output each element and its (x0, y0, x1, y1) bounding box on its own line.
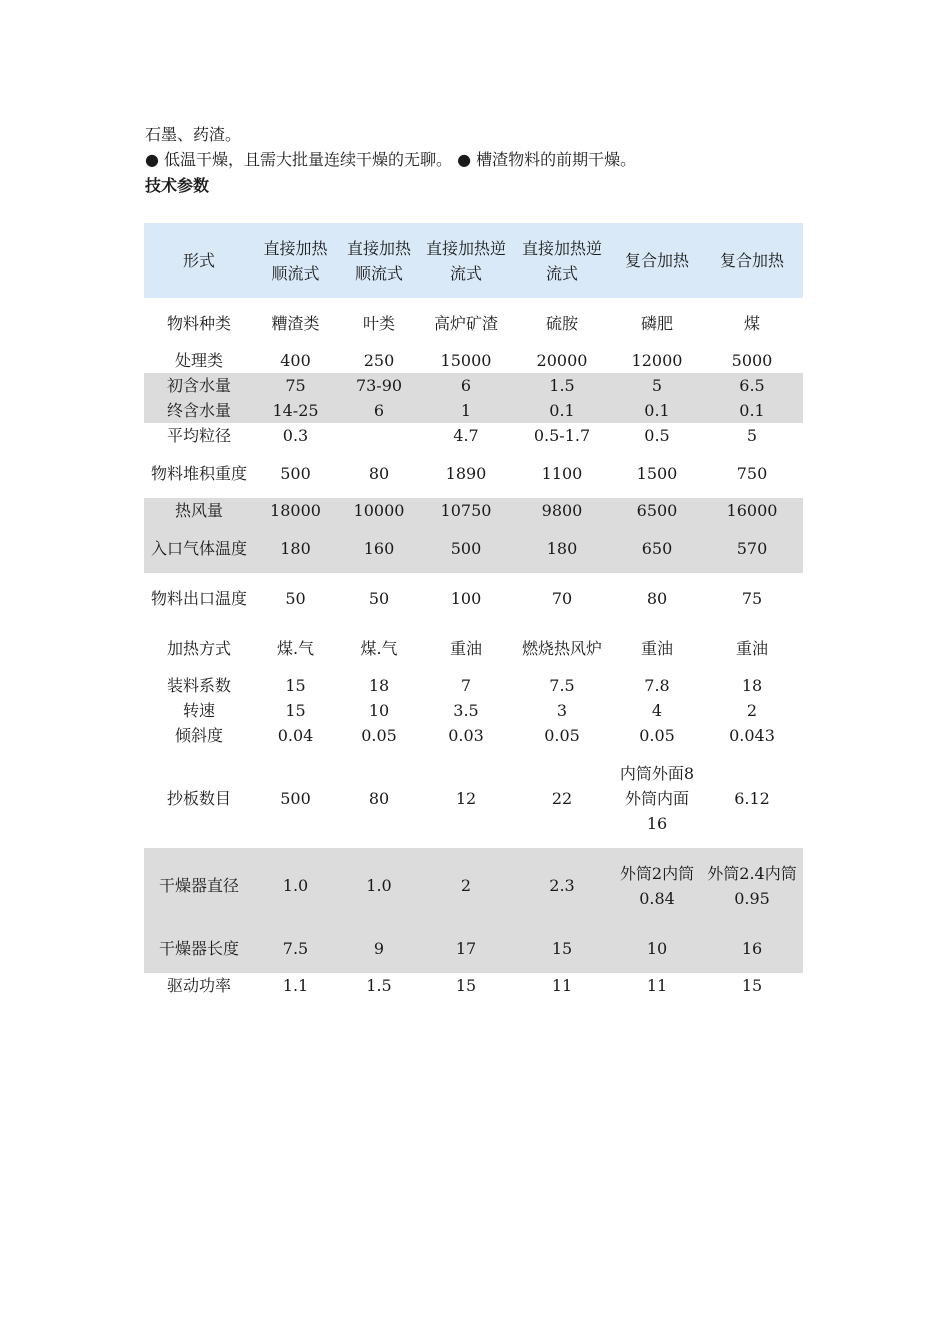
table-cell: 4 (651, 701, 663, 720)
table-row (144, 973, 803, 998)
table-row (144, 623, 803, 673)
table-cell: 650 (613, 523, 701, 573)
table-cell: 外筒2内筒0.84 (613, 848, 701, 923)
table-cell: 燃烧热风炉 (521, 638, 602, 658)
row-label: 终含水量 (144, 398, 254, 423)
row-label: 装料系数 (166, 676, 231, 695)
table-cell: 180 (511, 523, 613, 573)
table-cell: 6500 (613, 498, 701, 523)
table-cell: 15 (285, 701, 306, 720)
table-cell: 10000 (337, 498, 421, 523)
table-cell: 15 (455, 976, 477, 995)
table-cell: 0.5-1.7 (533, 426, 591, 445)
header-cell: 形式 (144, 223, 254, 298)
header-cell: 直接加热逆流式 (511, 223, 613, 298)
table-cell: 500 (280, 463, 311, 483)
table-row (144, 523, 803, 573)
table-cell: 1 (421, 398, 511, 423)
row-label: 物料堆积重度 (150, 463, 247, 483)
table-cell: 2 (746, 701, 758, 720)
table-cell: 12000 (631, 351, 683, 370)
table-cell: 75 (741, 588, 763, 608)
table-cell: 5 (613, 373, 701, 398)
table-cell: 6 (421, 373, 511, 398)
table-cell: 糟渣类 (271, 313, 320, 333)
table-cell: 7 (460, 676, 472, 695)
table-cell: 100 (450, 588, 482, 608)
table-cell: 煤.气 (276, 638, 315, 658)
table-cell: 160 (337, 523, 421, 573)
table-row (144, 673, 803, 698)
table-cell: 70 (551, 588, 573, 608)
table-cell: 15 (285, 676, 306, 695)
table-cell: 5 (746, 426, 758, 445)
table-row (144, 423, 803, 448)
table-row (144, 498, 803, 523)
table-row (144, 748, 803, 848)
row-label: 热风量 (144, 498, 254, 523)
row-label: 初含水量 (144, 373, 254, 398)
table-row (144, 448, 803, 498)
table-cell: 10 (368, 701, 390, 720)
table-cell: 6 (337, 398, 421, 423)
table-cell: 73-90 (337, 373, 421, 398)
header-cell: 直接加热顺流式 (254, 223, 337, 298)
table-cell: 10 (613, 923, 701, 973)
table-cell: 1.5 (511, 373, 613, 398)
table-cell: 15 (741, 976, 763, 995)
table-cell: 叶类 (362, 313, 395, 333)
table-cell: 磷肥 (640, 313, 673, 333)
table-cell: 9 (337, 923, 421, 973)
table-cell: 外筒2.4内筒0.95 (701, 848, 803, 923)
table-cell: 250 (363, 351, 395, 370)
table-cell: 5000 (731, 351, 773, 370)
table-cell: 1.1 (282, 976, 309, 995)
table-cell: 7.8 (644, 676, 670, 695)
header-cell: 复合加热 (701, 223, 803, 298)
table-cell: 750 (736, 463, 768, 483)
table-cell: 0.1 (511, 398, 613, 423)
row-label: 干燥器长度 (144, 923, 254, 973)
table-cell: 80 (646, 588, 668, 608)
table-cell: 重油 (735, 638, 768, 658)
table-cell: 0.3 (282, 426, 309, 445)
row-label: 物料出口温度 (150, 588, 247, 608)
table-cell: 0.05 (361, 726, 397, 745)
table-cell: 0.1 (613, 398, 701, 423)
table-cell: 6.5 (701, 373, 803, 398)
table-cell: 18000 (254, 498, 337, 523)
table-cell: 10750 (421, 498, 511, 523)
table-cell: 重油 (449, 638, 482, 658)
table-cell: 3 (556, 701, 568, 720)
table-cell: 1.0 (254, 848, 337, 923)
table-row (144, 298, 803, 348)
table-cell: 0.043 (729, 726, 775, 745)
table-cell: 12 (455, 788, 477, 808)
table-cell: 16000 (701, 498, 803, 523)
table-row (144, 348, 803, 373)
table-cell: 15000 (440, 351, 492, 370)
table-cell: 1890 (445, 463, 487, 483)
row-label: 转速 (182, 701, 215, 720)
header-cell: 直接加热顺流式 (337, 223, 421, 298)
table-cell: 50 (368, 588, 390, 608)
row-label: 干燥器直径 (144, 848, 254, 923)
table-cell: 7.5 (549, 676, 575, 695)
table-cell: 75 (254, 373, 337, 398)
table-row (144, 923, 803, 973)
table-header-row (144, 223, 803, 298)
table-cell: 煤 (743, 313, 760, 333)
table-cell: 3.5 (453, 701, 479, 720)
table-cell: 15 (511, 923, 613, 973)
table-row (144, 723, 803, 748)
table-cell: 1.5 (366, 976, 392, 995)
table-cell: 11 (646, 976, 668, 995)
table-cell: 500 (421, 523, 511, 573)
table-cell: 0.1 (701, 398, 803, 423)
intro-line-2: ● 低温干燥，且需大批量连续干燥的无聊。 ● 槽渣物料的前期干燥。 (145, 150, 637, 169)
table-row (144, 698, 803, 723)
table-cell: 20000 (536, 351, 588, 370)
table-row (144, 573, 803, 623)
table-cell: 1500 (636, 463, 678, 483)
table-cell: 内筒外面8外筒内面16 (619, 763, 695, 833)
table-cell (337, 423, 421, 448)
table-cell: 1.0 (337, 848, 421, 923)
section-heading: 技术参数 (145, 176, 210, 195)
row-label: 驱动功率 (166, 976, 231, 995)
table-cell: 7.5 (254, 923, 337, 973)
table-cell: 高炉矿渣 (433, 313, 498, 333)
header-cell: 直接加热逆流式 (421, 223, 511, 298)
intro-line-1: 石墨、药渣。 (145, 125, 242, 144)
table-cell: 180 (254, 523, 337, 573)
row-label: 加热方式 (166, 638, 231, 658)
technical-parameters-table (144, 223, 803, 998)
table-cell: 14-25 (254, 398, 337, 423)
table-cell: 18 (368, 676, 390, 695)
table-cell: 4.7 (453, 426, 479, 445)
row-label: 抄板数目 (166, 788, 231, 808)
table-cell: 80 (368, 463, 390, 483)
table-row (144, 848, 803, 923)
table-cell: 0.05 (544, 726, 580, 745)
table-cell: 重油 (640, 638, 673, 658)
table-cell: 0.5 (644, 426, 670, 445)
table-cell: 17 (421, 923, 511, 973)
row-label: 处理类 (174, 351, 223, 370)
table-cell: 80 (368, 788, 390, 808)
table-cell: 0.04 (277, 726, 314, 745)
table-cell: 50 (285, 588, 306, 608)
table-cell: 500 (280, 788, 311, 808)
table-cell: 1100 (541, 463, 583, 483)
header-cell: 复合加热 (613, 223, 701, 298)
table-cell: 2.3 (511, 848, 613, 923)
table-cell: 570 (701, 523, 803, 573)
table-row (144, 398, 803, 423)
row-label: 倾斜度 (174, 726, 223, 745)
table-cell: 18 (741, 676, 763, 695)
table-cell: 0.03 (448, 726, 484, 745)
table-cell: 22 (551, 788, 573, 808)
table-cell: 400 (280, 351, 311, 370)
table-cell: 0.05 (639, 726, 675, 745)
table-cell: 6.12 (734, 788, 770, 808)
table-cell: 11 (551, 976, 573, 995)
table-cell: 2 (421, 848, 511, 923)
row-label: 平均粒径 (166, 426, 231, 445)
row-label: 入口气体温度 (144, 523, 254, 573)
table-row (144, 373, 803, 398)
table-cell: 煤.气 (360, 638, 398, 658)
table-cell: 16 (701, 923, 803, 973)
row-label: 物料种类 (166, 313, 231, 333)
table-cell: 硫胺 (545, 313, 578, 333)
table-cell: 9800 (511, 498, 613, 523)
